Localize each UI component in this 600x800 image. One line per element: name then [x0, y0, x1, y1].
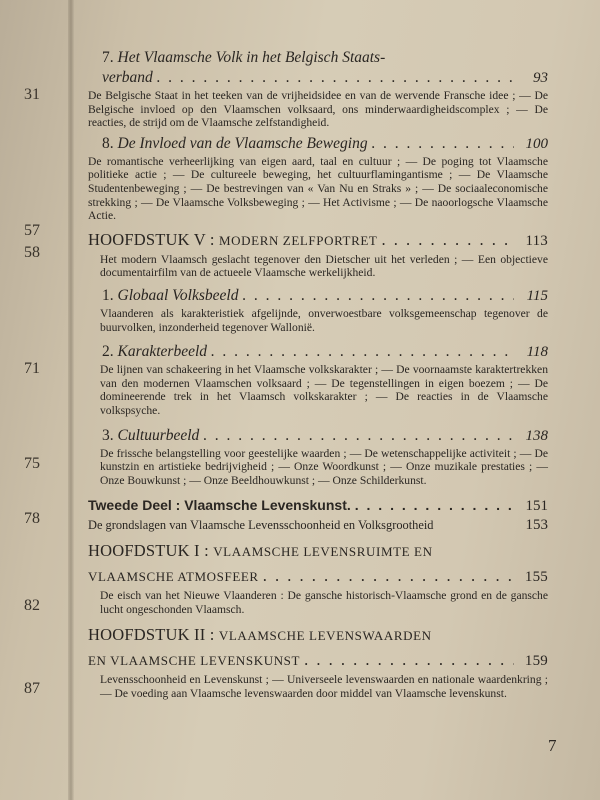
leader-dots — [372, 134, 514, 154]
page-gutter — [68, 0, 74, 800]
line-number: 82 — [24, 597, 40, 614]
entry-description: Levensschoonheid en Levenskunst ; — Universeele levenswaarden en nationale waardenkring ; — De voeding aan Vlaamsche levenswaarden door middel van Vlaamsche levenskunst. — [100, 673, 548, 701]
entry-title: 2. Karakterbeeld — [102, 343, 208, 361]
line-number: 87 — [24, 680, 40, 697]
entry-title: 7. Het Vlaamsche Volk in het Belgisch Staats- — [102, 49, 386, 66]
chapter-entry: HOOFDSTUK I : VLAAMSCHE LEVENSRUIMTE EN VLAAMSCHE ATMOSFEER . . . 155 De eisch van het Nieuwe Vlaanderen : De gansche historisch-Vlaamsche grond en de gansche lucht ongeschonden Vlaamsch. — [88, 540, 548, 616]
chapter-entry — [88, 229, 548, 280]
toc-entry — [88, 342, 548, 417]
line-number: 58 — [24, 244, 40, 261]
leader-dots — [304, 649, 514, 670]
line-number: 31 — [24, 86, 40, 103]
toc-entry — [88, 134, 548, 223]
entry-description: De lijnen van schakeering in het Vlaamsche volkskarakter ; — De voornaamste karaktertrekken van den modernen Vlaamschen volksaard ; — De tegenstellingen in eigen boezem ; — De domineerende trek in het Vlaamsch volkskarakter ; — De reacties in de Vlaamsche volkspsyche. — [100, 363, 548, 417]
entry-description: De eisch van het Nieuwe Vlaanderen : De gansche historisch-Vlaamsche grond en de gansche lucht ongeschonden Vlaamsch. — [100, 589, 548, 616]
chapter-entry: HOOFDSTUK II : VLAAMSCHE LEVENSWAARDEN EN VLAAMSCHE LEVENSKUNST . . . 159 Levensschoonheid en Levenskunst ; — Universeele levenswaarden en nationale waardenkring ; — De voeding aan Vlaamsche levenswaarden door middel van Vlaamsche levenskunst. — [88, 624, 548, 700]
page-ref: 115 — [526, 287, 548, 304]
page-ref: 153 — [525, 517, 548, 534]
page-number: 7 — [548, 736, 557, 755]
entry-description: De grondslagen van Vlaamsche Levensschoonheid en Volksgrootheid — [88, 518, 434, 533]
entry-description: De Belgische Staat in het teeken van de vrijheidsidee en van de wervende Fransche idee ; — De Belgische invloed op den Vlaamschen volksaard, ons minderwaardigheidscomplex ; — De reacties, de strijd om de Vlaamsche zelfstandigheid. — [88, 89, 548, 130]
toc-entry — [88, 286, 548, 334]
page-ref: 100 — [525, 135, 548, 152]
leader-dots — [203, 426, 514, 446]
entry-description: Het modern Vlaamsch geslacht tegenover den Dietscher uit het verleden ; — Een objectieve documentairfilm van de actueele Vlaamsche werkelijkheid. — [100, 252, 548, 280]
leader-dots — [211, 342, 514, 362]
toc-entry: 7. Het Vlaamsche Volk in het Belgisch Staats- verband . . . 93 De Belgische Staat in het teeken van de vrijheidsidee en van de wervende Fransche idee ; — De Belgische invloed op den Vlaamschen volksaard, ons minderwaardigheidscomplex ; — De reacties, de strijd om de Vlaamsche zelfstandigheid. — [88, 48, 548, 130]
page-ref: 118 — [526, 344, 548, 361]
page-ref: 151 — [525, 498, 548, 515]
leader-dots — [263, 565, 514, 586]
leader-dots — [157, 68, 514, 88]
page-ref: 159 — [524, 653, 548, 670]
chapter-title: HOOFDSTUK V : MODERN ZELFPORTRET — [88, 229, 378, 249]
leader-dots — [242, 286, 514, 306]
toc-entry — [88, 426, 548, 488]
entry-title: 8. De Invloed van de Vlaamsche Beweging — [102, 134, 368, 152]
chapter-title: HOOFDSTUK I : VLAAMSCHE LEVENSRUIMTE EN — [88, 541, 433, 561]
line-number: 75 — [24, 455, 40, 472]
page-ref: 93 — [533, 70, 548, 86]
entry-description: Vlaanderen als karakteristiek afgelijnde, onverwoestbare volksgemeenschap tegenover de buurvolken, inzonderheid tegenover Wallonië. — [100, 306, 548, 334]
table-of-contents — [88, 38, 548, 701]
entry-title: 1. Globaal Volksbeeld — [102, 286, 239, 304]
leader-dots — [355, 495, 514, 515]
entry-description: De frissche belangstelling voor geestelijke waarden ; — De wetenschappelijke activiteit ; — De kunstzin en artistieke bedrijvigheid ; — Onze Woordkunst ; — Onze muzikale prestaties ; — Onze Bouwkunst ; — Onze Beeldhouwkunst ; — Onze Schilderkunst. — [100, 446, 548, 487]
line-number: 57 — [24, 222, 40, 239]
page-ref: 113 — [525, 232, 548, 249]
entry-title: 3. Cultuurbeeld — [102, 426, 200, 444]
entry-description: De romantische verheerlijking van eigen aard, taal en cultuur ; — De poging tot Vlaamsche politieke actie ; — De cultureele beweging, het cultuurflamingantisme ; — De Vlaamsche Studentenbeweging ; — De bestrevingen van « Van Nu en Straks » ; — De sociaaleconomische strekking ; — De Vlaamsche Volksbeweging ; — Het Activisme ; — De naoorlogsche Vlaamsche Actie. — [88, 154, 548, 223]
part-title: Tweede Deel : Vlaamsche Levenskunst. — [88, 497, 351, 514]
line-number: 71 — [24, 360, 40, 377]
page-ref: 138 — [525, 427, 548, 444]
page-ref: 155 — [524, 569, 548, 586]
line-number: 78 — [24, 510, 40, 527]
leader-dots — [381, 229, 514, 250]
part-entry — [88, 495, 548, 534]
chapter-title: HOOFDSTUK II : VLAAMSCHE LEVENSWAARDEN — [88, 625, 432, 645]
